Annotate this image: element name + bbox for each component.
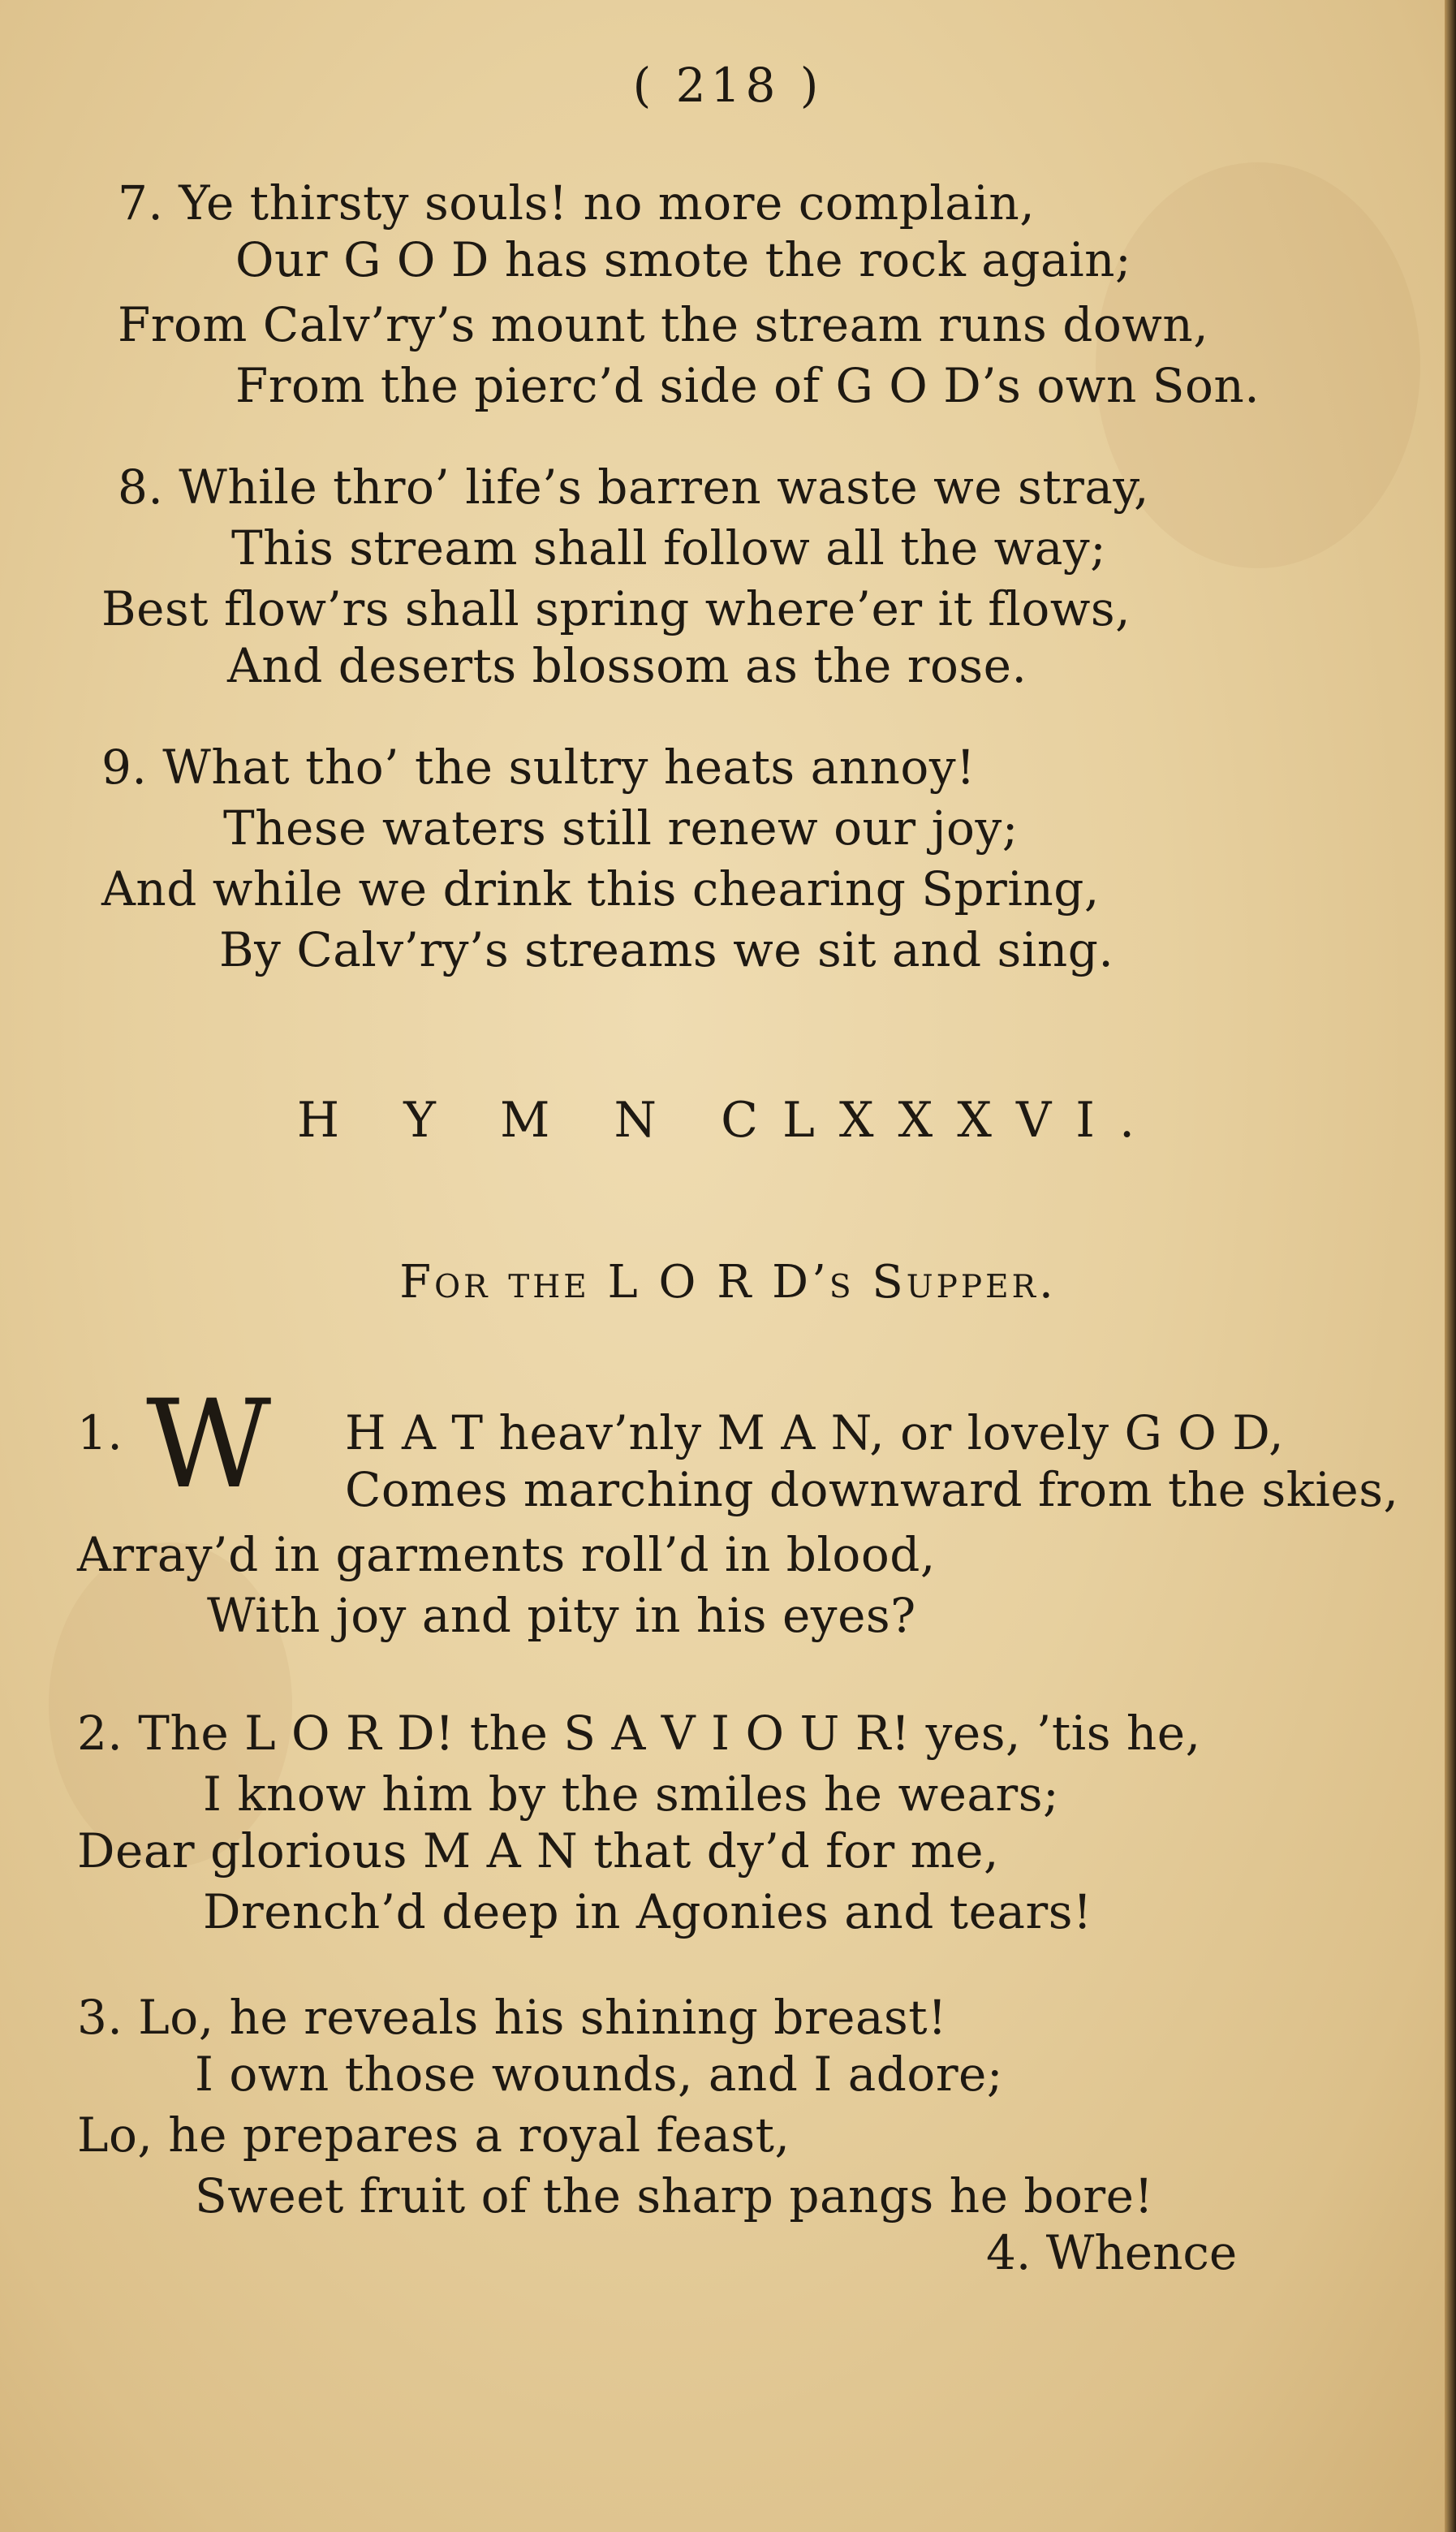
verse-1-line-4: With joy and pity in his eyes? [207,1588,916,1643]
verse-8-line-2: This stream shall follow all the way; [231,520,1107,576]
verse-2-line-4: Drench’d deep in Agonies and tears! [203,1884,1092,1939]
catchword: 4. Whence [986,2225,1238,2280]
hymn-title: H Y M N CLXXXVI. [296,1092,1160,1149]
drop-cap: W [146,1374,272,1516]
verse-1-line-2: Comes marching downward from the skies, [345,1462,1399,1517]
verse-9-line-2: These waters still renew our joy; [223,800,1019,856]
hymn-subtitle: For the L O R D’s Supper. [399,1256,1057,1309]
verse-2-line-2: I know him by the smiles he wears; [203,1766,1060,1822]
verse-1-line-3: Array’d in garments roll’d in blood, [77,1527,936,1582]
verse-8-line-3: Best flow’rs shall spring where’er it flows, [101,581,1131,636]
verse-8-line-4: And deserts blossom as the rose. [227,638,1027,693]
verse-7-line-2: Our G O D has smote the rock again; [235,232,1132,287]
verse-9-line-4: By Calv’ry’s streams we sit and sing. [219,922,1114,977]
verse-8-line-1: 8. While thro’ life’s barren waste we stray, [118,459,1149,515]
verse-3-line-2: I own those wounds, and I adore; [195,2047,1003,2102]
verse-3-line-4: Sweet fruit of the sharp pangs he bore! [195,2168,1154,2224]
verse-9-line-1: 9. What tho’ the sultry heats annoy! [101,740,976,795]
verse-3-line-3: Lo, he prepares a royal feast, [77,2107,790,2163]
verse-3-line-1: 3. Lo, he reveals his shining breast! [77,1990,947,2045]
verse-7-line-3: From Calv’ry’s mount the stream runs down, [118,297,1209,352]
verse-2-line-1: 2. The L O R D! the S A V I O U R! yes, ’tis he, [77,1706,1201,1761]
verse-1-number: 1. [77,1405,123,1460]
page-number-header: ( 218 ) [632,58,824,113]
verse-7-line-1: 7. Ye thirsty souls! no more complain, [118,175,1036,231]
verse-1-line-1: H A T heav’nly M A N, or lovely G O D, [345,1405,1285,1460]
verse-9-line-3: And while we drink this chearing Spring, [101,861,1100,917]
verse-2-line-3: Dear glorious M A N that dy’d for me, [77,1823,999,1879]
verse-7-line-4: From the pierc’d side of G O D’s own Son. [235,358,1260,413]
